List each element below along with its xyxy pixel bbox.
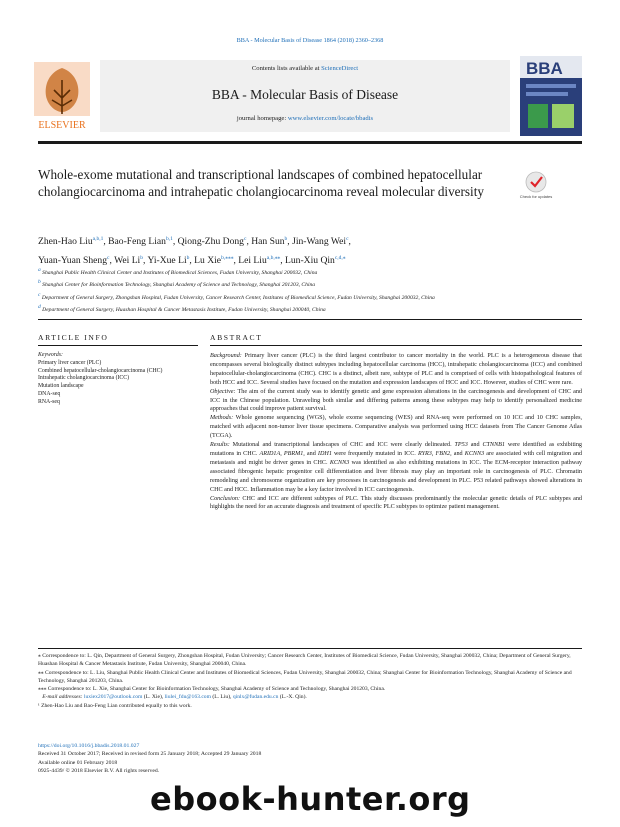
received-dates: Received 31 October 2017; Received in revised form 25 January 2018; Accepted 29 January 2018 [38, 751, 262, 758]
homepage-line [100, 115, 510, 122]
affiliation: $^d$ Department of General Surgery, Huashan Hospital & Cancer Metastasis Institute, Fudan University, Shanghai 200040, China [38, 304, 326, 314]
author[interactable]: Yuan-Yuan Sheng$^c$ [38, 255, 110, 267]
affiliation: $^c$ Department of General Surgery, Zhongshan Hospital, Fudan University, Cancer Research Center, Institutes of Biomedical Science, Fudan University, Shanghai 200032, China [38, 291, 435, 301]
contents-line [100, 65, 510, 72]
author[interactable]: Wei Li$^b$ [114, 255, 143, 267]
abstract-background: Background: Primary liver cancer (PLC) is the third largest contributor to cancer mortality in the world. PLC is a heterogeneous disease that encompasses several biologically distinct subtypes including hepatocellular carcinoma (HCC), intrahepatic cholangiocarcinoma (ICC) and combined hepatocellular-cholangiocarcinoma (CHC). CHC is a distinct, albeit rare, subtype of PLC and is comprised of cells with histopathological features of both HCC and ICC. Several studies have focused on the mutation and expression landscapes of HCC and ICC. However, studies of CHC were rare. [210, 353, 582, 386]
footnote-correspondence-liu: ⁎⁎ Correspondence to: L. Liu, Shanghai Public Health Clinical Center and Institutes of Biomedical Sciences, Fudan University, Shanghai 200032, China; Shanghai Center for Bioinformation Technology, Shanghai Academy of Science and Technology, Shanghai 201203, China. [38, 669, 572, 684]
affiliations [38, 266, 583, 316]
journal-title: BBA - Molecular Basis of Disease [211, 87, 399, 102]
keyword: RNA-seq [38, 398, 60, 405]
email-link[interactable]: qinlx@fudan.edu.cn [232, 694, 279, 701]
watermark: ebook-hunter.org [150, 780, 471, 818]
homepage-link[interactable]: www.elsevier.com/locate/bbadis [287, 115, 374, 122]
author[interactable]: Lun-Xiu Qin$^{c,d,⁎}$ [285, 255, 346, 267]
keyword: Combined hepatocellular-cholangiocarcinoma (CHC) [38, 367, 163, 374]
abstract-rule [210, 345, 582, 346]
email-link[interactable]: luxiex2017@outlook.com [83, 694, 143, 701]
footnote-correspondence-qin: ⁎ Correspondence to: L. Qin, Department of General Surgery, Zhongshan Hospital, Fudan University; Cancer Research Center, Institutes of Biomedical Science, Fudan University, Shanghai 200032, China; Department of General Surgery, Huashan Hospital & Cancer Metastasis Institute, Fudan University, Shanghai 200040, China. [38, 653, 571, 668]
elsevier-wordmark: ELSEVIER [38, 120, 86, 131]
cover-title: BBA [526, 59, 563, 78]
keywords-block [38, 352, 198, 407]
author[interactable]: Zhen-Hao Liu$^{a,b,1}$ [38, 236, 104, 248]
section-rule [38, 319, 582, 320]
publication-info [38, 742, 338, 775]
footnotes [38, 652, 583, 710]
article-info-rule [38, 345, 198, 346]
footnote-equal-contribution: ¹ Zhen-Hao Liu and Bao-Feng Lian contributed equally to this work. [38, 702, 192, 709]
author[interactable]: Qiong-Zhu Dong$^c$ [177, 236, 247, 248]
journal-cover-image [520, 56, 582, 136]
affiliation: $^a$ Shanghai Public Health Clinical Center and Institutes of Biomedical Sciences, Fudan University, Shanghai 200032, China [38, 267, 318, 276]
abstract-conclusion: Conclusion: CHC and ICC are different subtypes of PLC. This study discusses predominantly the molecular genetic details of PLC subtypes and highlights the need for an accurate diagnosis and treatment of specific PLC subtypes to optimize patient management. [210, 495, 582, 511]
keyword: Mutation landscape [38, 383, 84, 390]
paper-title: Whole-exome mutational and transcriptional landscapes of combined hepatocellular cholangiocarcinoma and intrahepatic cholangiocarcinoma reveal molecular diversity [38, 167, 484, 199]
keyword: DNA-seq [38, 390, 61, 397]
abstract-objective: Objective: The aim of the current study was to identify genetic and gene expression alterations in the carcinogenesis and development of CHC and ICC in the Chinese population. Unraveling both similar and differing patterns among these subtypes may help to identify personalized medicine approaches that could improve patient survival. [210, 388, 582, 413]
email-link[interactable]: liulei_fdu@163.com [164, 694, 211, 701]
author[interactable]: Yi-Xue Li$^b$ [147, 255, 190, 267]
affiliation: $^b$ Shanghai Center for Bioinformation Technology, Shanghai Academy of Science and Technology, Shanghai 201203, China [38, 279, 316, 289]
author[interactable]: Lu Xie$^{b,⁎⁎⁎}$ [194, 255, 234, 267]
author[interactable]: Lei Liu$^{a,b,⁎⁎}$ [238, 255, 281, 267]
sciencedirect-link[interactable]: ScienceDirect [321, 65, 359, 72]
journal-reference[interactable]: BBA - Molecular Basis of Disease 1864 (2018) 2360–2368 [236, 37, 384, 44]
footnote-rule [38, 648, 582, 649]
author[interactable]: Bao-Feng Lian$^{b,1}$ [108, 236, 173, 248]
check-updates-label: Check for updates [519, 194, 553, 199]
doi-link[interactable]: https://doi.org/10.1016/j.bbadis.2018.01.027 [38, 743, 140, 749]
author[interactable]: Han Sun$^b$ [251, 236, 288, 248]
keyword: Primary liver cancer (PLC) [38, 359, 102, 366]
author[interactable]: Jin-Wang Wei$^c$ [292, 236, 349, 248]
elsevier-logo [30, 60, 94, 132]
footnote-emails: E-mail addresses: luxiex2017@outlook.com (L. Xie), liulei_fdu@163.com (L. Liu), qinlx@fudan.edu.cn (L.-X. Qin). [42, 694, 307, 701]
keywords-label: Keywords: [38, 352, 63, 358]
header-rule [38, 141, 582, 144]
abstract-body [210, 352, 582, 512]
abstract-results: Results: Mutational and transcriptional landscapes of CHC and ICC were clearly delineated. TP53 and CTNNB1 were identified as exhibiting mutations in CHC. ARID1A, PBRM1, and IDH1 were frequently mutated in ICC. RYR3, FBN2, and KCNN3 are associated with cell migration and metastasis and might be driver genes in CHC. KCNN3 was identified as also exhibiting mutations in ICC. The ECM-receptor interaction pathway associated fibrogenic hepatic progenitor cell differentiation and liver fibrosis may play an important role in carcinogenesis of PLC. Chromatin remodeling and chromosome organization are key processes in carcinogenesis and development in PLC. P53 related pathways showed alterations in CHC and HCC. Inflammation may be a key factor involved in ICC carcinogenesis. [210, 442, 583, 493]
homepage-prefix: journal homepage: [236, 115, 288, 122]
article-info-heading: ARTICLE INFO [38, 333, 109, 342]
contents-prefix: Contents lists available at [251, 65, 322, 72]
author-list: Zhen-Hao Liu$^{a,b,1}$, Bao-Feng Lian$^{b,1}$, Qiong-Zhu Dong$^c$, Han Sun$^b$, Jin-Wang Wei$^c$, Yuan-Yuan Sheng$^c$, Wei Li$^b$, Yi-Xue Li$^b$, Lu Xie$^{b,⁎⁎⁎}$, Lei Liu$^{a,b,⁎⁎}$, Lun-Xiu Qin$^{c,d,⁎}$ [38, 236, 351, 267]
check-for-updates-icon[interactable] [519, 170, 553, 204]
abstract-heading: ABSTRACT [210, 333, 263, 342]
footnote-correspondence-xie: ⁎⁎⁎ Correspondence to: L. Xie, Shanghai Center for Bioinformation Technology, Shanghai Academy of Science and Technology, Shanghai 201203, China. [38, 686, 386, 693]
abstract-methods: Methods: Whole genome sequencing (WGS), whole exome sequencing (WES) and RNA-seq were performed on 10 ICC and 10 CHC samples, matched with adjacent non-tumor liver tissue specimens. Comparative analysis was performed using HCC datasets from The Cancer Genome Atlas (TCGA). [210, 415, 582, 440]
keyword: Intrahepatic cholangiocarcinoma (ICC) [38, 375, 130, 382]
available-online: Available online 01 February 2018 [38, 759, 118, 766]
copyright: 0925-4439/ © 2018 Elsevier B.V. All rights reserved. [38, 767, 160, 774]
